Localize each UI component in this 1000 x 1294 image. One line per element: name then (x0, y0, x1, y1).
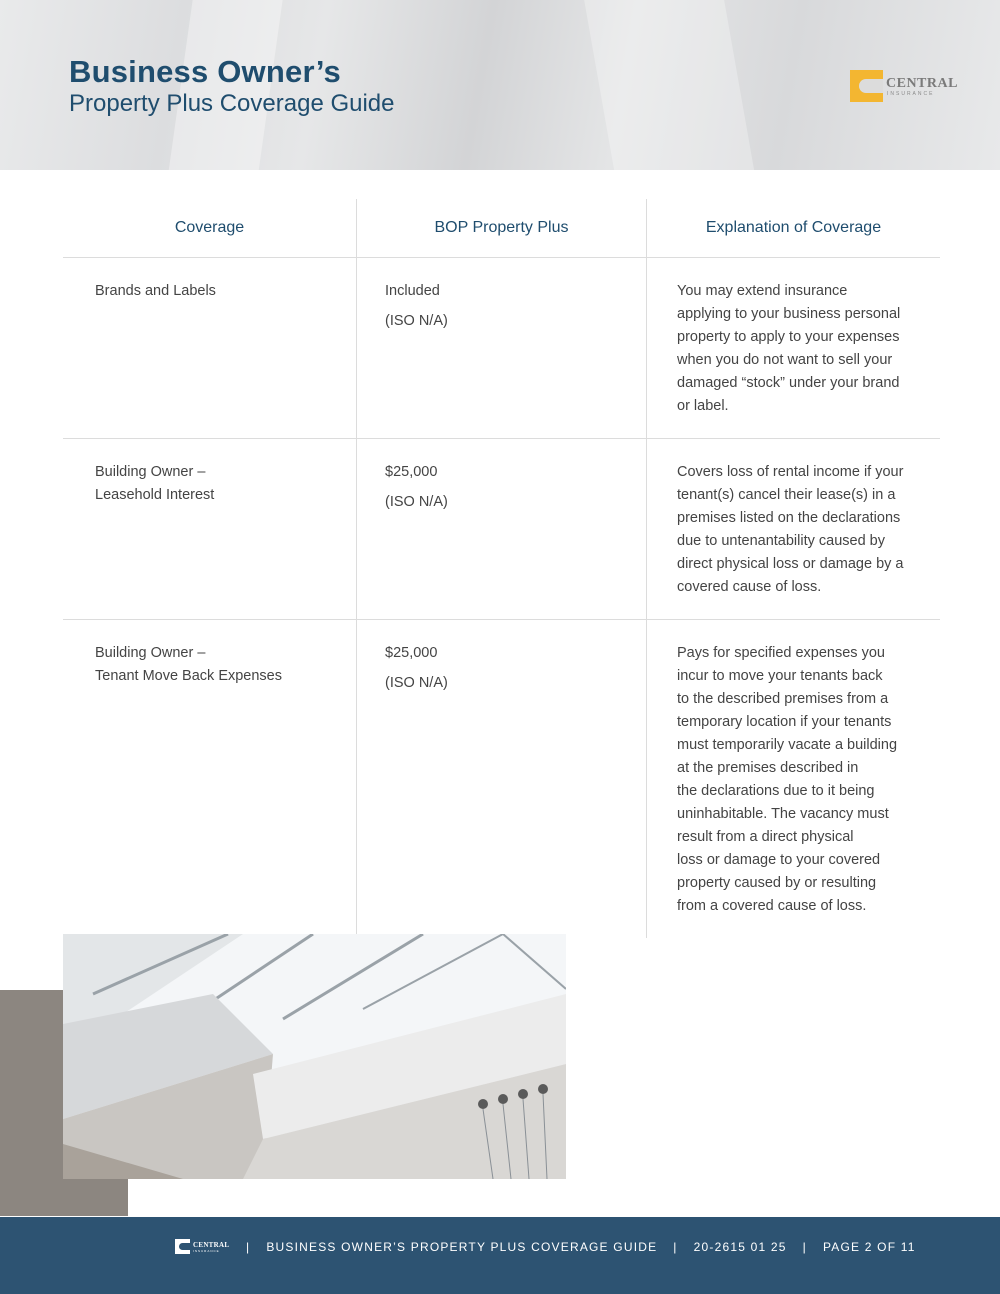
footer-text (246, 1240, 916, 1254)
table-header-row (63, 199, 940, 258)
footer-logo (175, 1239, 235, 1255)
footer-doc-title: BUSINESS OWNER’S PROPERTY PLUS COVERAGE GUIDE (266, 1240, 658, 1254)
coverage-table (63, 199, 940, 938)
logo-name: CENTRAL (886, 76, 958, 91)
page-title: Business Owner’s (69, 54, 341, 89)
coverage-cell: Brands and Labels (63, 258, 357, 439)
column-header-bop-property-plus: BOP Property Plus (357, 199, 647, 258)
explanation-cell: Pays for specified expenses you incur to move your tenants back to the described premises from a temporary location if your tenants must temporarily vacate a building at the premises described in the declarations due to it being uninhabitable. The vacancy must result from a direct physical loss or damage to your covered property caused by or resulting from a covered cause of loss. (647, 620, 941, 939)
logo-mark-icon (175, 1239, 190, 1254)
table-row (63, 258, 940, 439)
explanation-cell: You may extend insurance applying to your business personal property to apply to your expenses when you do not want to sell your damaged “stock” under your brand or label. (647, 258, 941, 439)
iso-note: (ISO N/A) (385, 675, 448, 691)
page-subtitle: Property Plus Coverage Guide (69, 90, 395, 117)
limit-value: $25,000 (385, 464, 438, 480)
limit-cell (357, 620, 647, 939)
limit-value: $25,000 (385, 645, 438, 661)
footer-separator: | (246, 1240, 251, 1254)
logo-sub: INSURANCE (887, 91, 935, 97)
table-row (63, 620, 940, 939)
explanation-cell: Covers loss of rental income if your tenant(s) cancel their lease(s) in a premises listed on the declarations due to untenantability caused by direct physical loss or damage by a covered cause of loss. (647, 439, 941, 620)
footer-page-number: PAGE 2 OF 11 (822, 1240, 916, 1254)
footer-doc-code: 20-2615 01 25 (693, 1240, 787, 1254)
limit-cell (357, 439, 647, 620)
logo-mark-icon (850, 70, 883, 102)
column-header-coverage: Coverage (63, 199, 357, 258)
footer-logo-sub: INSURANCE (193, 1249, 220, 1253)
iso-note: (ISO N/A) (385, 494, 448, 510)
coverage-cell: Building Owner – Tenant Move Back Expenses (95, 645, 282, 684)
footer-logo-name: CENTRAL (193, 1241, 230, 1249)
header-texture (581, 0, 760, 170)
coverage-cell: Building Owner – Leasehold Interest (63, 439, 357, 620)
page-footer (0, 1217, 1000, 1294)
column-header-explanation: Explanation of Coverage (647, 199, 941, 258)
footer-separator: | (802, 1240, 807, 1254)
footer-separator: | (673, 1240, 678, 1254)
limit-value: Included (385, 283, 440, 299)
iso-note: (ISO N/A) (385, 313, 448, 329)
page-header (0, 0, 1000, 170)
limit-cell (357, 258, 647, 439)
skylight-photo-illustration (63, 934, 566, 1179)
skylight-photo (63, 934, 566, 1179)
table-row (63, 439, 940, 620)
central-insurance-logo (850, 70, 960, 102)
